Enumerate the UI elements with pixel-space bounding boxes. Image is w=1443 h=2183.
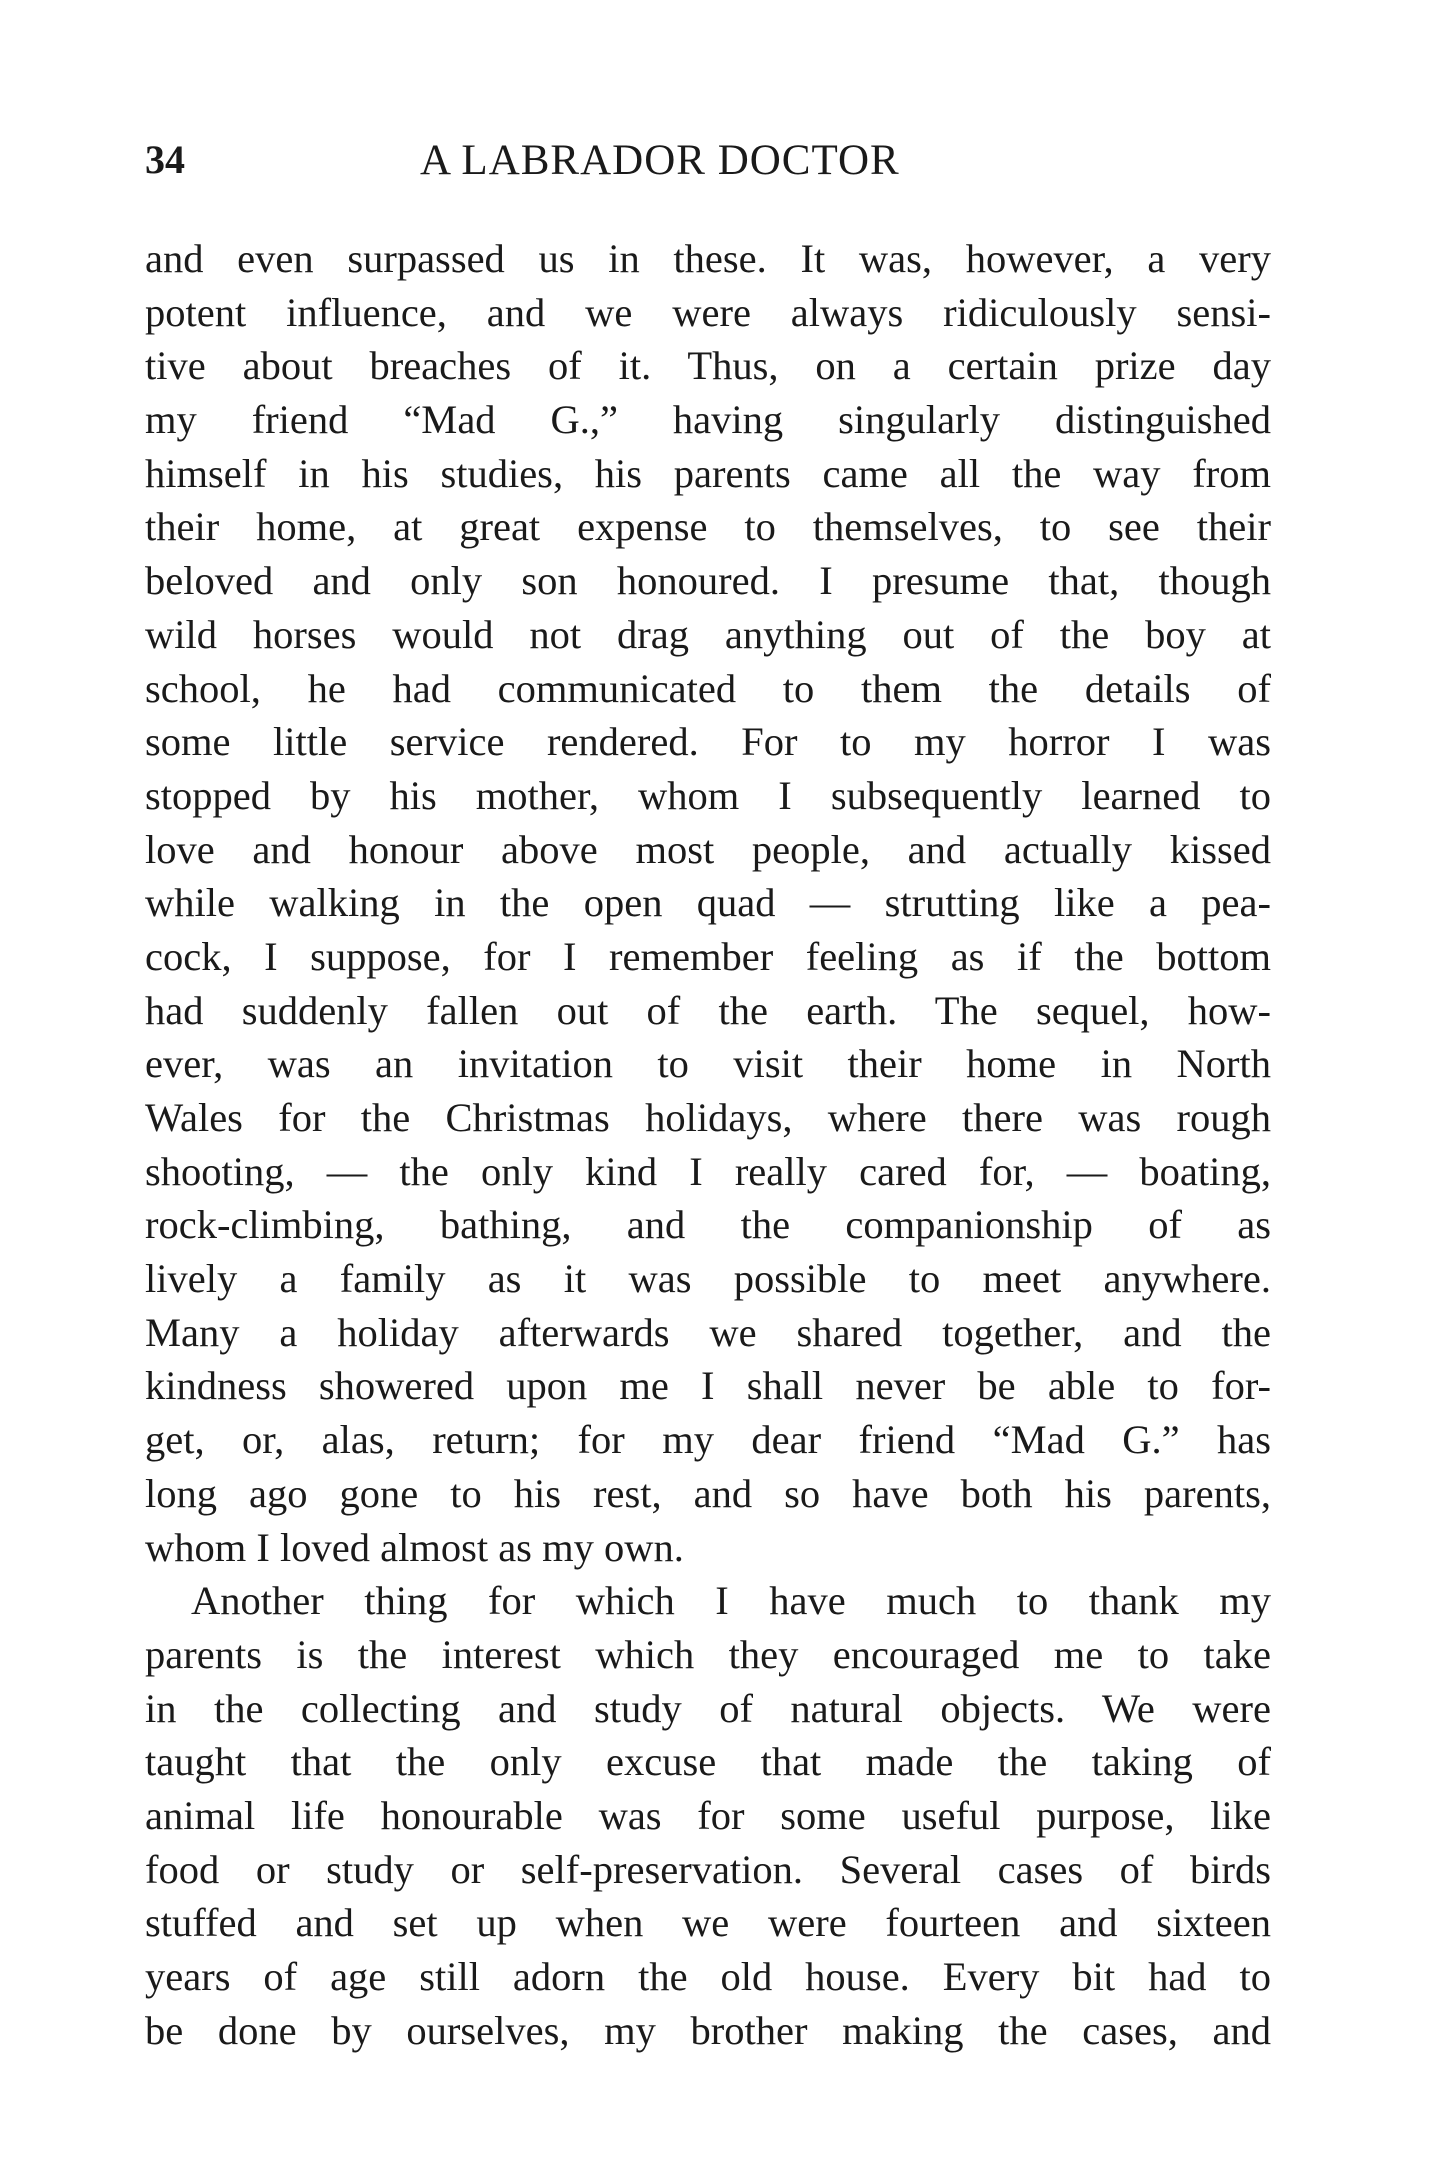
text-line: be done by ourselves, my brother making the cases, and [145,2007,1271,2053]
text-line: in the collecting and study of natural objects. We were [145,1685,1271,1731]
text-line: tive about breaches of it. Thus, on a certain prize day [145,343,1271,389]
text-line: cock, I suppose, for I remember feeling as if the bottom [145,933,1271,979]
text-line: school, he had communicated to them the details of [145,665,1271,711]
text-line: stuffed and set up when we were fourteen and sixteen [145,1900,1271,1946]
text-line: long ago gone to his rest, and so have both his parents, [145,1470,1271,1516]
text-line: parents is the interest which they encouraged me to take [145,1631,1271,1677]
page-number: 34 [145,137,185,182]
text-line: had suddenly fallen out of the earth. The sequel, how- [145,987,1271,1033]
text-line: and even surpassed us in these. It was, however, a very [145,236,1271,281]
text-line: stopped by his mother, whom I subsequently learned to [145,772,1271,818]
running-head [145,136,1270,196]
text-line: while walking in the open quad — strutting like a pea- [145,880,1271,926]
text-line: food or study or self-preservation. Several cases of birds [145,1846,1271,1892]
text-line: animal life honourable was for some useful purpose, like [145,1792,1271,1838]
text-line: some little service rendered. For to my horror I was [145,719,1271,765]
text-line: himself in his studies, his parents came all the way from [145,450,1271,496]
text-line: potent influence, and we were always ridiculously sensi- [145,289,1271,335]
text-line: get, or, alas, return; for my dear friend “Mad G.” has [145,1417,1271,1463]
text-line: shooting, — the only kind I really cared for, — boating, [145,1148,1271,1194]
body-text [145,232,1271,2057]
text-line: taught that the only excuse that made the taking of [145,1739,1271,1785]
text-line: Wales for the Christmas holidays, where there was rough [145,1095,1271,1140]
text-line: lively a family as it was possible to meet anywhere. [145,1256,1271,1302]
text-line: rock-climbing, bathing, and the companionship of as [145,1202,1271,1248]
text-line: whom I loved almost as my own. [145,1524,684,1570]
text-line: kindness showered upon me I shall never be able to for- [145,1363,1271,1409]
text-line: my friend “Mad G.,” having singularly distinguished [145,397,1271,443]
text-line: love and honour above most people, and actually kissed [145,826,1271,872]
text-line: Another thing for which I have much to thank my [191,1578,1271,1624]
running-title: A LABRADOR DOCTOR [420,137,900,184]
text-line: beloved and only son honoured. I presume that, though [145,558,1271,604]
text-line: wild horses would not drag anything out of the boy at [145,611,1271,657]
text-line: their home, at great expense to themselves, to see their [145,504,1271,550]
text-line: ever, was an invitation to visit their home in North [145,1041,1271,1087]
text-line: Many a holiday afterwards we shared together, and the [145,1309,1271,1355]
text-line: years of age still adorn the old house. Every bit had to [145,1954,1271,1999]
